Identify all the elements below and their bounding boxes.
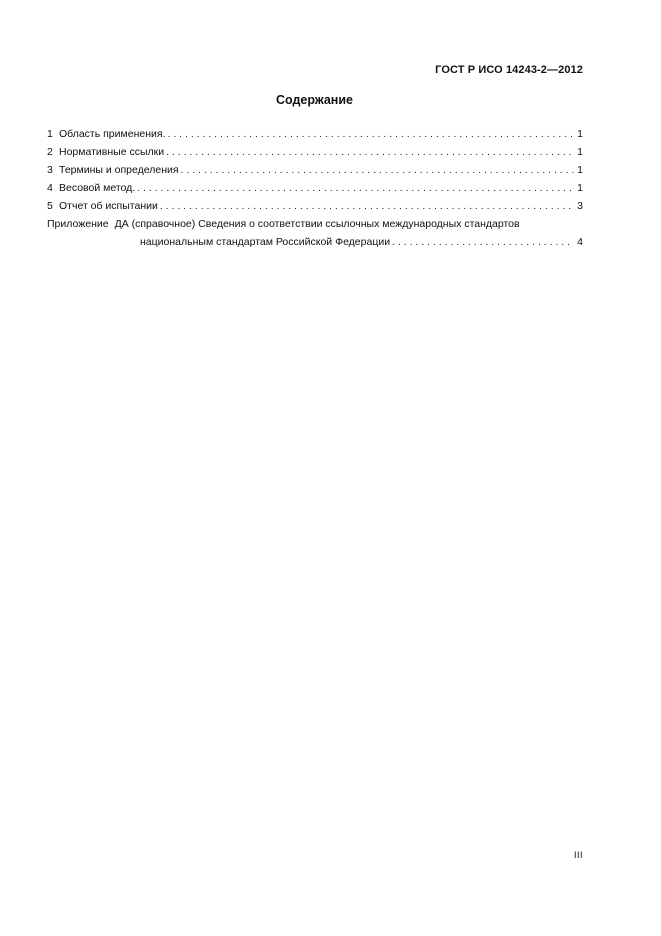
page-number: III (573, 850, 583, 860)
toc-entry-5[interactable] (47, 194, 583, 212)
toc-entry-text: Нормативные ссылки (59, 146, 165, 158)
appendix-title-line2: национальным стандартам Российской Федерации (140, 236, 391, 248)
dot-leader (160, 200, 574, 212)
table-of-contents (47, 122, 583, 248)
toc-entry-number: 4 (47, 182, 53, 194)
toc-entry-page: 1 (577, 182, 583, 194)
dot-leader (167, 128, 574, 140)
toc-entry-text: Область применения. (59, 128, 166, 140)
toc-entry-text: Весовой метод. (59, 182, 136, 194)
appendix-title-line1: ДА (справочное) Сведения о соответствии ссылочных международных стандартов (114, 218, 520, 230)
dot-leader (392, 236, 574, 248)
toc-title: Содержание (275, 93, 353, 107)
toc-entry-text: Термины и определения (59, 164, 179, 176)
toc-entry-number: 1 (47, 128, 53, 140)
toc-entry-4[interactable] (47, 176, 583, 194)
toc-entry-2[interactable] (47, 140, 583, 158)
toc-entry-appendix[interactable] (47, 212, 583, 248)
dot-leader (166, 146, 574, 158)
toc-entry-page: 4 (577, 236, 583, 248)
dot-leader (181, 164, 575, 176)
toc-entry-page: 1 (577, 164, 583, 176)
dot-leader (137, 182, 574, 194)
toc-entry-text: Отчет об испытании (59, 200, 158, 212)
toc-entry-1[interactable] (47, 122, 583, 140)
toc-entry-number: 2 (47, 146, 53, 158)
toc-entry-page: 1 (577, 128, 583, 140)
toc-entry-number: 5 (47, 200, 53, 212)
appendix-prefix: Приложение (47, 218, 109, 230)
toc-entry-page: 3 (577, 200, 583, 212)
standard-header: ГОСТ Р ИСО 14243-2—2012 (435, 64, 583, 76)
toc-entry-3[interactable] (47, 158, 583, 176)
toc-entry-page: 1 (577, 146, 583, 158)
toc-entry-number: 3 (47, 164, 53, 176)
